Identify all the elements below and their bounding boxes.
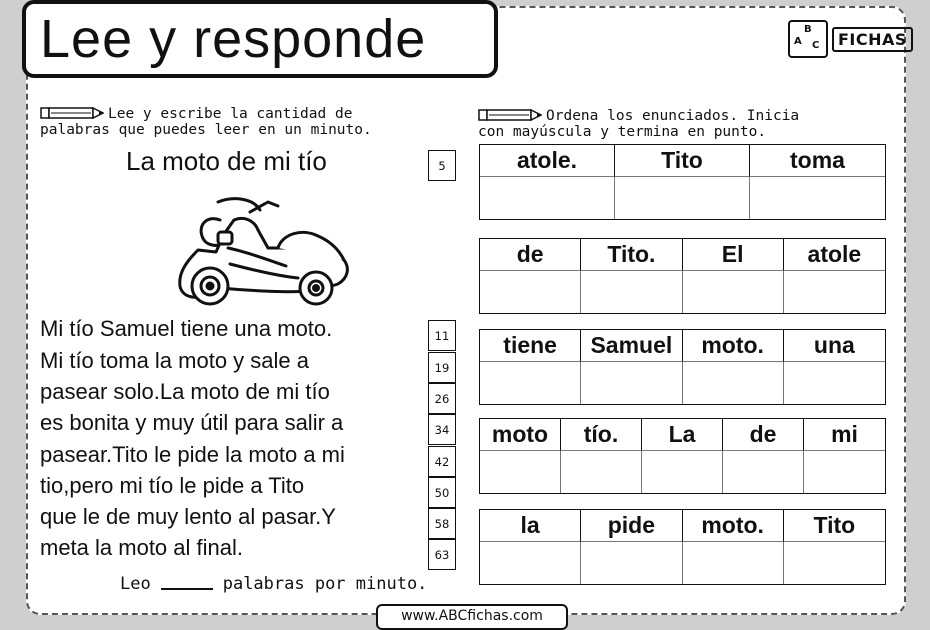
word-tile: Samuel bbox=[581, 330, 682, 362]
answer-cell[interactable] bbox=[804, 451, 885, 493]
story-line: pasear solo.La moto de mi tío bbox=[40, 379, 330, 404]
cumulative-word-count: 34 bbox=[428, 414, 456, 445]
story-line: Mi tío toma la moto y sale a bbox=[40, 348, 309, 373]
story-title: La moto de mi tío bbox=[126, 146, 327, 176]
story-line: pasear.Tito le pide la moto a mi bbox=[40, 442, 345, 467]
word-tile: atole. bbox=[480, 145, 615, 177]
sentence-order-grid bbox=[479, 509, 886, 585]
word-tile: de bbox=[480, 239, 581, 271]
story-line: que le de muy lento al pasar.Y bbox=[40, 504, 336, 529]
word-tile: La bbox=[642, 419, 723, 451]
title-word-count: 5 bbox=[428, 150, 456, 181]
answer-blank[interactable] bbox=[161, 588, 213, 590]
word-tile: Tito bbox=[615, 145, 750, 177]
answer-cell[interactable] bbox=[480, 451, 561, 493]
answer-cell[interactable] bbox=[561, 451, 642, 493]
cumulative-word-count: 50 bbox=[428, 477, 456, 508]
cumulative-word-count: 19 bbox=[428, 352, 456, 383]
answer-cell[interactable] bbox=[615, 177, 750, 219]
sentence-order-grid bbox=[479, 329, 886, 405]
answer-cell[interactable] bbox=[480, 271, 581, 313]
answer-cell[interactable] bbox=[480, 542, 581, 584]
answer-cell[interactable] bbox=[683, 362, 784, 404]
word-tile: de bbox=[723, 419, 804, 451]
answer-cell[interactable] bbox=[723, 451, 804, 493]
word-tile: mi bbox=[804, 419, 885, 451]
word-tile: moto. bbox=[683, 510, 784, 542]
motorcycle-illustration bbox=[158, 190, 362, 310]
cumulative-word-count: 11 bbox=[428, 320, 456, 351]
word-tile: la bbox=[480, 510, 581, 542]
pencil-icon bbox=[40, 107, 104, 119]
cumulative-word-count: 42 bbox=[428, 446, 456, 477]
brand-label: FICHAS bbox=[832, 27, 913, 52]
word-tile: pide bbox=[581, 510, 682, 542]
abc-cube-icon: A B C bbox=[788, 20, 828, 58]
answer-cell[interactable] bbox=[480, 177, 615, 219]
word-tile: moto bbox=[480, 419, 561, 451]
sentence-order-grid bbox=[479, 144, 886, 220]
answer-cell[interactable] bbox=[581, 271, 682, 313]
left-instruction: Lee y escribe la cantidad de palabras que puedes leer en un minuto. bbox=[40, 106, 372, 138]
story-line: es bonita y muy útil para salir a bbox=[40, 410, 344, 435]
answer-cell[interactable] bbox=[581, 362, 682, 404]
right-instruction: Ordena los enunciados. Inicia con mayúscula y termina en punto. bbox=[478, 108, 800, 140]
answer-cell[interactable] bbox=[784, 542, 885, 584]
pencil-icon bbox=[478, 109, 542, 121]
answer-cell[interactable] bbox=[784, 362, 885, 404]
answer-cell[interactable] bbox=[784, 271, 885, 313]
sentence-order-grid bbox=[479, 418, 886, 494]
word-tile: moto. bbox=[683, 330, 784, 362]
word-tile: tío. bbox=[561, 419, 642, 451]
answer-cell[interactable] bbox=[683, 542, 784, 584]
word-tile: atole bbox=[784, 239, 885, 271]
answer-cell[interactable] bbox=[683, 271, 784, 313]
cumulative-word-count: 63 bbox=[428, 539, 456, 570]
story-line: meta la moto al final. bbox=[40, 535, 243, 560]
answer-cell[interactable] bbox=[480, 362, 581, 404]
cumulative-word-count: 58 bbox=[428, 508, 456, 539]
website-label: www.ABCfichas.com bbox=[376, 604, 568, 630]
word-tile: Tito bbox=[784, 510, 885, 542]
word-tile: tiene bbox=[480, 330, 581, 362]
word-tile: Tito. bbox=[581, 239, 682, 271]
answer-cell[interactable] bbox=[750, 177, 885, 219]
story-line: Mi tío Samuel tiene una moto. bbox=[40, 316, 333, 341]
sentence-order-grid bbox=[479, 238, 886, 314]
page-title: Lee y responde bbox=[22, 0, 498, 78]
brand-logo bbox=[788, 20, 913, 58]
story-line: tio,pero mi tío le pide a Tito bbox=[40, 473, 305, 498]
word-tile: El bbox=[683, 239, 784, 271]
answer-cell[interactable] bbox=[642, 451, 723, 493]
answer-cell[interactable] bbox=[581, 542, 682, 584]
word-tile: una bbox=[784, 330, 885, 362]
cumulative-word-count: 26 bbox=[428, 383, 456, 414]
reading-speed-footer: Leo palabras por minuto. bbox=[120, 574, 428, 594]
word-tile: toma bbox=[750, 145, 885, 177]
